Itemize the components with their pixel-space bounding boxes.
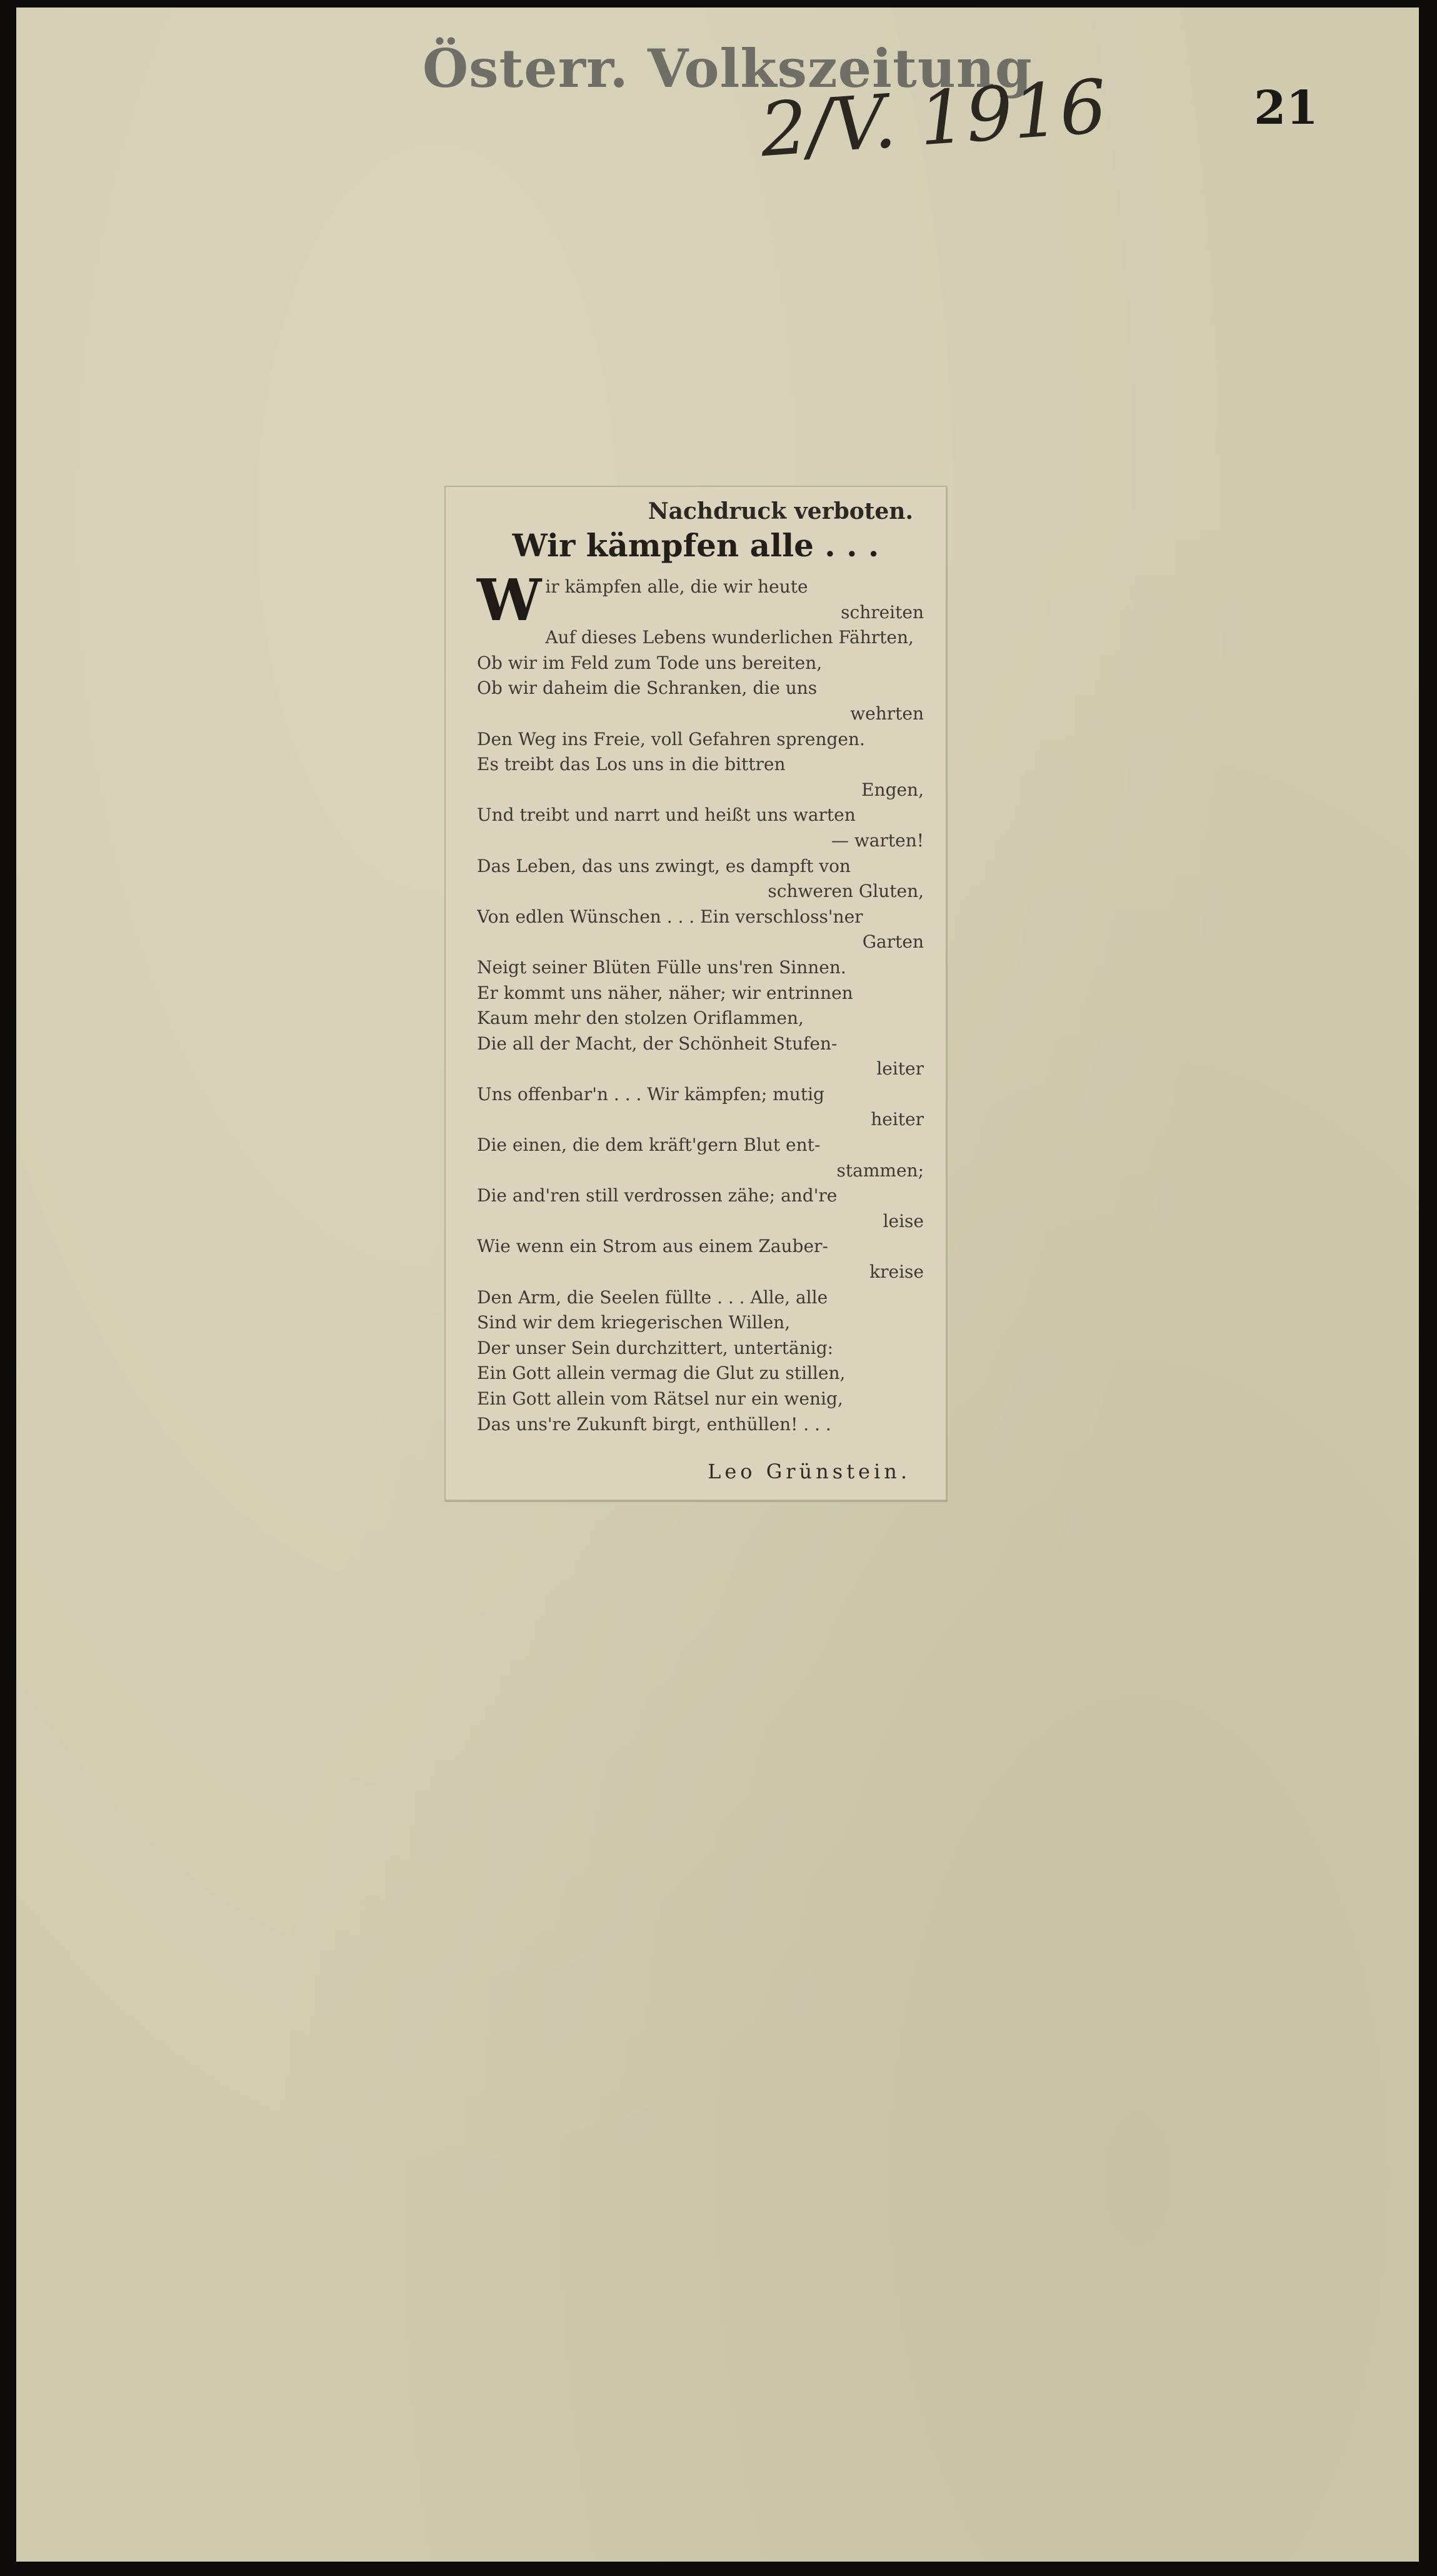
poem-line: — warten! — [831, 829, 924, 851]
poem-line: Das Leben, das uns zwingt, es dampft von — [477, 855, 851, 876]
poem-line: wehrten — [850, 703, 924, 724]
poem-line: schweren Gluten, — [768, 881, 924, 902]
poem-line: Uns offenbar'n . . . Wir kämpfen; mutig — [477, 1083, 824, 1105]
poem-line: Den Arm, die Seelen füllte . . . Alle, alle — [477, 1286, 828, 1308]
poem-line: stammen; — [836, 1160, 924, 1181]
poem-line: Auf dieses Lebens wunderlichen Fährten, — [545, 627, 914, 648]
poem-line: Wie wenn ein Strom aus einem Zauber- — [477, 1236, 828, 1257]
poem-line: Die einen, die dem kräft'gern Blut ent- — [477, 1135, 821, 1156]
handwritten-date: 2/V. 1916 — [757, 63, 1109, 174]
poem-title: Wir kämpfen alle . . . — [512, 527, 879, 564]
newspaper-clipping — [444, 486, 947, 1501]
poem-line: Es treibt das Los uns in die bittren — [477, 754, 786, 775]
poem-line: leiter — [876, 1058, 924, 1080]
poem-line: Ein Gott allein vom Rätsel nur ein wenig, — [477, 1388, 843, 1409]
poem-line: ir kämpfen alle, die wir heute — [545, 576, 808, 597]
poem-line: Er kommt uns näher, näher; wir entrinnen — [477, 982, 853, 1003]
poem-line: Die and'ren still verdrossen zähe; and're — [477, 1185, 838, 1206]
poem-line: Und treibt und narrt und heißt uns warten — [477, 804, 856, 826]
poem-body — [477, 566, 924, 1437]
poem-line: leise — [883, 1210, 924, 1231]
newspaper-stamp: Österr. Volkszeitung — [423, 38, 1033, 99]
poem-line: Das uns're Zukunft birgt, enthüllen! . . . — [477, 1413, 831, 1435]
poem-line: Kaum mehr den stolzen Oriflammen, — [477, 1008, 804, 1029]
page-number: 21 — [1254, 81, 1318, 135]
poem-line: Der unser Sein durchzittert, untertänig: — [477, 1337, 834, 1358]
poem-line: Garten — [862, 931, 924, 953]
poem-line: schreiten — [841, 601, 924, 623]
poem-line: Den Weg ins Freie, voll Gefahren sprengen. — [477, 728, 865, 749]
poem-line: Engen, — [861, 779, 924, 800]
poem-line: Neigt seiner Blüten Fülle uns'ren Sinnen. — [477, 956, 846, 978]
poem-line: Ob wir im Feld zum Tode uns bereiten, — [477, 652, 823, 673]
poem-line: Ob wir daheim die Schranken, die uns — [477, 678, 818, 699]
poem-line: heiter — [871, 1109, 924, 1130]
poem-line: kreise — [869, 1261, 924, 1283]
reprint-notice: Nachdruck verboten. — [648, 498, 913, 524]
poem-line: Sind wir dem kriegerischen Willen, — [477, 1312, 791, 1333]
poem-line: Von edlen Wünschen . . . Ein verschloss'ner — [477, 906, 863, 927]
poem-line: Ein Gott allein vermag die Glut zu stillen, — [477, 1363, 846, 1384]
drop-cap: W — [477, 566, 542, 634]
archive-sheet — [16, 8, 1419, 2562]
poem-author: Leo Grünstein. — [708, 1460, 911, 1483]
poem-line: Die all der Macht, der Schönheit Stufen- — [477, 1033, 838, 1054]
